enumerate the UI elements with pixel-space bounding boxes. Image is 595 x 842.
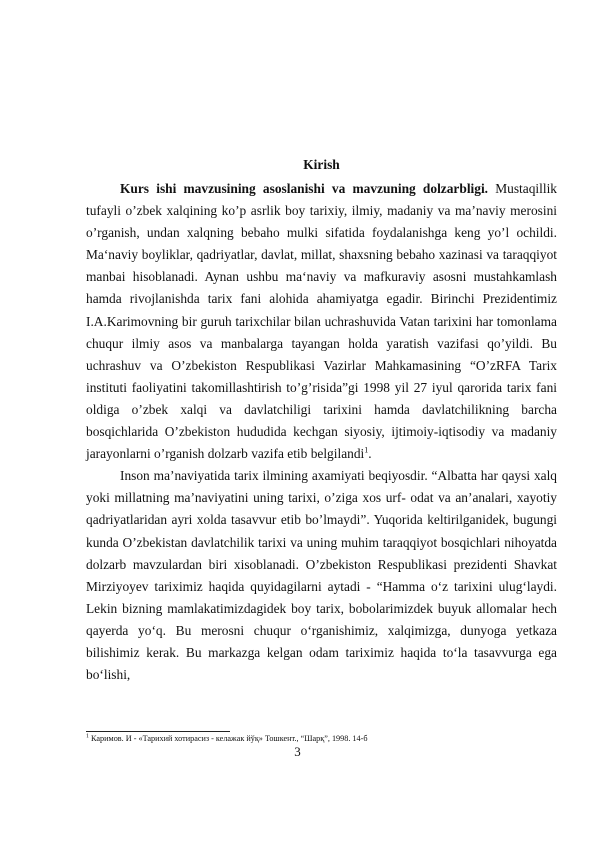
footnote-text: Каримов. И - «Тарихий хотирасиз - келажак йўқ» Тошкент., “Шарқ”, 1998. 14-б [89, 734, 368, 743]
page-number: 3 [294, 744, 301, 759]
footnote-number: 1 [86, 733, 89, 740]
main-text [86, 155, 557, 686]
footnote-ref: 1 [364, 445, 369, 455]
footnote [86, 733, 557, 744]
paragraph-2: Inson ma’naviyatida tarix ilmining axamiyati beqiyosdir. “Albatta har qaysi xalq yoki millatning ma’naviyatini uning tarixi, o’ziga xos urf- odat va an’analari, xayotiy qadriyatlaridan ayri xolda tasavvur etib bo’lmaydi”. Yuqorida keltirilganidek, bugungi kunda O’zbekistan davlatchilik tarixi va uning muhim taraqqiyot bosqichlari nihoyatda dolzarb mavzulardan biri xisoblanadi. O’zbekiston Respublikasi prezidenti Shavkat Mirziyoyev tariximiz haqida quyidagilarni aytadi - “Hamma o‘z tarixini ulug‘laydi. Lekin bizning mamlakatimizdagidek boy tarix, bobolarimizdek buyuk allomalar hech qayerda yo‘q. Bu merosni chuqur o‘rganishimiz, xalqimizga, dunyoga yetkaza bilishimiz kerak. Bu markazga kelgan odam tariximiz haqida to‘la tasavvurga ega bo‘lishi, [86, 468, 557, 683]
paragraph-1-end: . [368, 446, 372, 462]
section-title: Kirish [303, 157, 340, 172]
paragraph-1 [86, 178, 557, 465]
footnote-divider [86, 731, 230, 732]
relevance-heading: Kurs ishi mavzusining asoslanishi va mavzuning dolzarbligi. [120, 181, 489, 196]
paragraph-1-text: Mustaqillik tufayli o’zbek xalqining ko’p asrlik boy tarixiy, ilmiy, madaniy va ma’naviy merosini o’rganish, undan xalqning bebaho mulki sifatida foydalanishga keng yo’l ochildi. Ma‘naviy boyliklar, qadriyatlar, davlat, millat, shaxsning bebaho xazinasi va taraqqiyot manbai hisoblanadi. Aynan ushbu ma‘naviy va mafkuraviy asosni mustahkamlash hamda rivojlanishda tarix fani alohida ahamiyatga egadir. Birinchi Prezidentimiz I.A.Karimovning bir guruh tarixchilar bilan uchrashuvida Vatan tarixini har tomonlama chuqur ilmiy asos va manbalarga tayangan holda yaratish vazifasi qo’yildi. Bu uchrashuv va O’zbekiston Respublikasi Vazirlar Mahkamasining “O’zRFA Tarix instituti faoliyatini takomillashtirish to’g’risida”gi 1998 yil 27 iyul qarorida tarix fani oldiga o’zbek xalqi va davlatchiligi tarixini hamda davlatchilikning barcha bosqichlarida O’zbekiston hududida kechgan siyosiy, ijtimoiy-iqtisodiy va madaniy jarayonlarni o’rganish dolzarb vazifa etib belgilandi [86, 181, 557, 462]
